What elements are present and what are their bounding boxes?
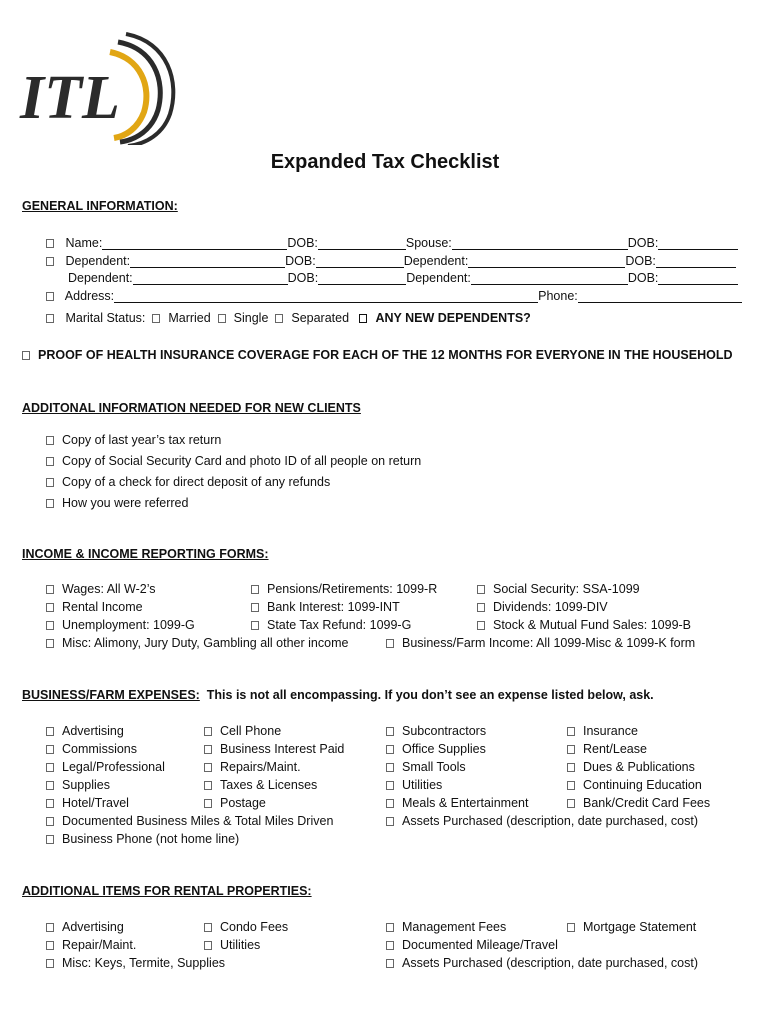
dob-field[interactable] bbox=[318, 237, 406, 250]
dependent-label: Dependent: bbox=[406, 271, 471, 285]
item-checkbox[interactable] bbox=[46, 941, 54, 950]
checklist-item bbox=[204, 760, 301, 776]
item-checkbox[interactable] bbox=[204, 923, 212, 932]
dob-label: DOB: bbox=[287, 271, 319, 285]
checklist-item bbox=[46, 796, 129, 812]
item-checkbox[interactable] bbox=[46, 603, 54, 612]
checklist-item bbox=[567, 796, 710, 812]
item-label: Assets Purchased (description, date purchased, cost) bbox=[402, 956, 698, 970]
item-label: Small Tools bbox=[402, 760, 466, 774]
item-checkbox[interactable] bbox=[46, 835, 54, 844]
item-checkbox[interactable] bbox=[46, 436, 54, 445]
item-checkbox[interactable] bbox=[386, 727, 394, 736]
item-label: Wages: All W-2’s bbox=[62, 582, 156, 596]
separated-checkbox[interactable] bbox=[275, 314, 283, 323]
item-label: Subcontractors bbox=[402, 724, 487, 738]
item-label: Misc: Alimony, Jury Duty, Gambling all other income bbox=[62, 636, 349, 650]
married-checkbox[interactable] bbox=[152, 314, 160, 323]
item-label: Repair/Maint. bbox=[62, 938, 137, 952]
dependent-field[interactable] bbox=[468, 255, 625, 268]
checklist-item bbox=[204, 724, 281, 740]
rental-heading: ADDITIONAL ITEMS FOR RENTAL PROPERTIES: bbox=[22, 884, 312, 898]
single-checkbox[interactable] bbox=[218, 314, 226, 323]
checklist-item bbox=[204, 742, 344, 758]
checklist-item bbox=[251, 600, 400, 616]
item-label: Repairs/Maint. bbox=[220, 760, 301, 774]
item-checkbox[interactable] bbox=[386, 781, 394, 790]
item-checkbox[interactable] bbox=[46, 799, 54, 808]
item-label: Stock & Mutual Fund Sales: 1099-B bbox=[493, 618, 692, 632]
dob-label: DOB: bbox=[625, 254, 656, 268]
item-checkbox[interactable] bbox=[46, 817, 54, 826]
checklist-item bbox=[46, 600, 143, 616]
item-label: Rent/Lease bbox=[583, 742, 647, 756]
item-label: Misc: Keys, Termite, Supplies bbox=[62, 956, 226, 970]
checklist-item bbox=[251, 618, 411, 634]
item-label: Commissions bbox=[62, 742, 138, 756]
dob-field[interactable] bbox=[318, 272, 406, 285]
item-checkbox[interactable] bbox=[386, 763, 394, 772]
dependent-row-2 bbox=[68, 271, 738, 287]
item-checkbox[interactable] bbox=[386, 799, 394, 808]
item-checkbox[interactable] bbox=[46, 457, 54, 466]
logo-text: ITL bbox=[20, 64, 120, 132]
checklist-item bbox=[46, 618, 195, 634]
marital-row bbox=[46, 311, 531, 327]
checklist-item bbox=[567, 724, 638, 740]
checklist-item bbox=[46, 956, 225, 972]
item-checkbox[interactable] bbox=[477, 621, 485, 630]
business-heading: BUSINESS/FARM EXPENSES: bbox=[22, 688, 200, 702]
business-income-checkbox[interactable] bbox=[386, 639, 394, 648]
checklist-item bbox=[204, 938, 260, 954]
checklist-item bbox=[386, 814, 698, 830]
checklist-item bbox=[386, 956, 698, 972]
item-label: Rental Income bbox=[62, 600, 143, 614]
item-checkbox[interactable] bbox=[567, 923, 575, 932]
item-label: Advertising bbox=[62, 724, 124, 738]
marital-checkbox[interactable] bbox=[46, 314, 54, 323]
checklist-item bbox=[46, 832, 239, 848]
new-dependents-label: ANY NEW DEPENDENTS? bbox=[375, 311, 531, 325]
item-checkbox[interactable] bbox=[46, 621, 54, 630]
proof-row bbox=[22, 348, 733, 364]
dependent-field[interactable] bbox=[130, 255, 285, 268]
dependent-label: Dependent: bbox=[403, 254, 469, 268]
checklist-item bbox=[477, 600, 608, 616]
item-label: Copy of a check for direct deposit of any refunds bbox=[62, 475, 331, 489]
dependent-label: Dependent: bbox=[68, 271, 133, 285]
item-label: State Tax Refund: 1099-G bbox=[267, 618, 412, 632]
checklist-item bbox=[477, 618, 691, 634]
separated-label: Separated bbox=[291, 311, 350, 325]
spouse-field[interactable] bbox=[452, 237, 628, 250]
checklist-item bbox=[386, 760, 466, 776]
item-checkbox[interactable] bbox=[386, 745, 394, 754]
name-label: Name: bbox=[65, 236, 103, 250]
proof-label: PROOF OF HEALTH INSURANCE COVERAGE FOR EACH OF THE 12 MONTHS FOR EVERYONE IN THE HOUSEHOLD bbox=[38, 348, 733, 362]
item-label: Office Supplies bbox=[402, 742, 486, 756]
address-checkbox[interactable] bbox=[46, 292, 54, 301]
dob-label: DOB: bbox=[627, 271, 659, 285]
item-checkbox[interactable] bbox=[567, 781, 575, 790]
item-checkbox[interactable] bbox=[46, 923, 54, 932]
item-label: How you were referred bbox=[62, 496, 189, 510]
married-label: Married bbox=[168, 311, 211, 325]
item-label: Taxes & Licenses bbox=[220, 778, 318, 792]
logo-arcs-icon bbox=[18, 30, 178, 145]
item-label: Unemployment: 1099-G bbox=[62, 618, 195, 632]
item-label: Meals & Entertainment bbox=[402, 796, 529, 810]
single-label: Single bbox=[233, 311, 269, 325]
item-label: Documented Business Miles & Total Miles Driven bbox=[62, 814, 334, 828]
item-label: Utilities bbox=[220, 938, 261, 952]
checklist-item bbox=[567, 778, 702, 794]
item-label: Advertising bbox=[62, 920, 124, 934]
checklist-item bbox=[46, 496, 188, 512]
item-label: Continuing Education bbox=[583, 778, 702, 792]
checklist-item bbox=[567, 742, 647, 758]
checklist-item bbox=[46, 920, 124, 936]
checklist-item bbox=[204, 778, 317, 794]
new-clients-heading: ADDITONAL INFORMATION NEEDED FOR NEW CLIENTS bbox=[22, 401, 361, 415]
itl-logo bbox=[18, 30, 178, 145]
item-checkbox[interactable] bbox=[386, 959, 394, 968]
item-label: Assets Purchased (description, date purchased, cost) bbox=[402, 814, 698, 828]
item-label: Dues & Publications bbox=[583, 760, 695, 774]
item-checkbox[interactable] bbox=[567, 763, 575, 772]
item-checkbox[interactable] bbox=[204, 799, 212, 808]
item-label: Mortgage Statement bbox=[583, 920, 697, 934]
spouse-dob-field[interactable] bbox=[658, 237, 738, 250]
checklist-item bbox=[251, 582, 437, 598]
item-label: Business Phone (not home line) bbox=[62, 832, 240, 846]
item-checkbox[interactable] bbox=[567, 727, 575, 736]
checklist-item bbox=[386, 938, 558, 954]
item-label: Bank Interest: 1099-INT bbox=[267, 600, 400, 614]
checklist-item bbox=[46, 636, 348, 652]
checklist-item bbox=[46, 475, 330, 491]
name-row bbox=[46, 236, 738, 252]
item-label: Condo Fees bbox=[220, 920, 289, 934]
item-label: Hotel/Travel bbox=[62, 796, 129, 810]
dob-label: DOB: bbox=[287, 236, 318, 250]
item-label: Documented Mileage/Travel bbox=[402, 938, 558, 952]
item-label: Cell Phone bbox=[220, 724, 282, 738]
general-heading: GENERAL INFORMATION: bbox=[22, 199, 178, 213]
item-checkbox[interactable] bbox=[567, 745, 575, 754]
dob-field[interactable] bbox=[656, 255, 736, 268]
item-checkbox[interactable] bbox=[46, 745, 54, 754]
item-checkbox[interactable] bbox=[46, 585, 54, 594]
checklist-item bbox=[204, 796, 266, 812]
dependent-field[interactable] bbox=[471, 272, 628, 285]
income-heading: INCOME & INCOME REPORTING FORMS: bbox=[22, 547, 269, 561]
item-label: Pensions/Retirements: 1099-R bbox=[267, 582, 438, 596]
item-label: Copy of last year’s tax return bbox=[62, 433, 222, 447]
address-label: Address: bbox=[64, 289, 115, 303]
checklist-item bbox=[386, 742, 486, 758]
item-checkbox[interactable] bbox=[251, 621, 259, 630]
item-checkbox[interactable] bbox=[204, 745, 212, 754]
checklist-item bbox=[386, 920, 506, 936]
business-heading-row bbox=[22, 688, 654, 702]
checklist-item bbox=[46, 724, 124, 740]
item-checkbox[interactable] bbox=[251, 585, 259, 594]
item-checkbox[interactable] bbox=[386, 817, 394, 826]
checklist-item bbox=[46, 814, 333, 830]
proof-checkbox[interactable] bbox=[22, 351, 30, 360]
business-income-label: Business/Farm Income: All 1099-Misc & 1099-K form bbox=[402, 636, 696, 650]
checklist-item bbox=[46, 938, 136, 954]
item-label: Business Interest Paid bbox=[220, 742, 345, 756]
item-checkbox[interactable] bbox=[386, 941, 394, 950]
checklist-item bbox=[386, 724, 486, 740]
phone-field[interactable] bbox=[578, 290, 742, 303]
item-checkbox[interactable] bbox=[46, 781, 54, 790]
new-dependents-checkbox[interactable] bbox=[359, 314, 367, 323]
checklist-item bbox=[46, 433, 221, 449]
item-checkbox[interactable] bbox=[567, 799, 575, 808]
item-checkbox[interactable] bbox=[46, 639, 54, 648]
dob-label: DOB: bbox=[285, 254, 316, 268]
checklist-item bbox=[477, 582, 640, 598]
checklist-item bbox=[46, 742, 137, 758]
dependent-checkbox[interactable] bbox=[46, 257, 54, 266]
item-label: Social Security: SSA-1099 bbox=[493, 582, 640, 596]
address-row bbox=[46, 289, 742, 305]
item-checkbox[interactable] bbox=[204, 781, 212, 790]
dependent-field[interactable] bbox=[133, 272, 288, 285]
item-checkbox[interactable] bbox=[204, 941, 212, 950]
checklist-item bbox=[46, 760, 165, 776]
item-label: Copy of Social Security Card and photo ID of all people on return bbox=[62, 454, 422, 468]
marital-label: Marital Status: bbox=[65, 311, 146, 325]
spouse-label: Spouse: bbox=[405, 236, 452, 250]
business-note: This is not all encompassing. If you don’t see an expense listed below, ask. bbox=[206, 688, 654, 702]
item-checkbox[interactable] bbox=[46, 763, 54, 772]
item-label: Legal/Professional bbox=[62, 760, 165, 774]
dob-field[interactable] bbox=[316, 255, 404, 268]
item-checkbox[interactable] bbox=[46, 499, 54, 508]
checklist-item bbox=[567, 920, 696, 936]
item-label: Utilities bbox=[402, 778, 443, 792]
item-label: Supplies bbox=[62, 778, 110, 792]
item-label: Bank/Credit Card Fees bbox=[583, 796, 711, 810]
business-income-item bbox=[386, 636, 695, 652]
item-label: Management Fees bbox=[402, 920, 507, 934]
item-checkbox[interactable] bbox=[251, 603, 259, 612]
dependent-label: Dependent: bbox=[65, 254, 131, 268]
checklist-item bbox=[46, 582, 156, 598]
item-label: Postage bbox=[220, 796, 266, 810]
item-checkbox[interactable] bbox=[204, 727, 212, 736]
name-field[interactable] bbox=[102, 237, 287, 250]
checklist-item bbox=[386, 796, 528, 812]
checklist-item bbox=[386, 778, 442, 794]
address-field[interactable] bbox=[114, 290, 538, 303]
item-label: Dividends: 1099-DIV bbox=[493, 600, 608, 614]
checklist-item bbox=[46, 778, 110, 794]
item-label: Insurance bbox=[583, 724, 638, 738]
item-checkbox[interactable] bbox=[46, 727, 54, 736]
item-checkbox[interactable] bbox=[204, 763, 212, 772]
checklist-item bbox=[46, 454, 421, 470]
item-checkbox[interactable] bbox=[46, 959, 54, 968]
item-checkbox[interactable] bbox=[386, 923, 394, 932]
dob-field[interactable] bbox=[658, 272, 738, 285]
item-checkbox[interactable] bbox=[46, 478, 54, 487]
phone-label: Phone: bbox=[538, 289, 578, 303]
name-checkbox[interactable] bbox=[46, 239, 54, 248]
checklist-item bbox=[204, 920, 288, 936]
item-checkbox[interactable] bbox=[477, 603, 485, 612]
item-checkbox[interactable] bbox=[477, 585, 485, 594]
spouse-dob-label: DOB: bbox=[627, 236, 659, 250]
page-title: Expanded Tax Checklist bbox=[270, 151, 500, 173]
checklist-item bbox=[567, 760, 695, 776]
dependent-row-1 bbox=[46, 254, 736, 270]
